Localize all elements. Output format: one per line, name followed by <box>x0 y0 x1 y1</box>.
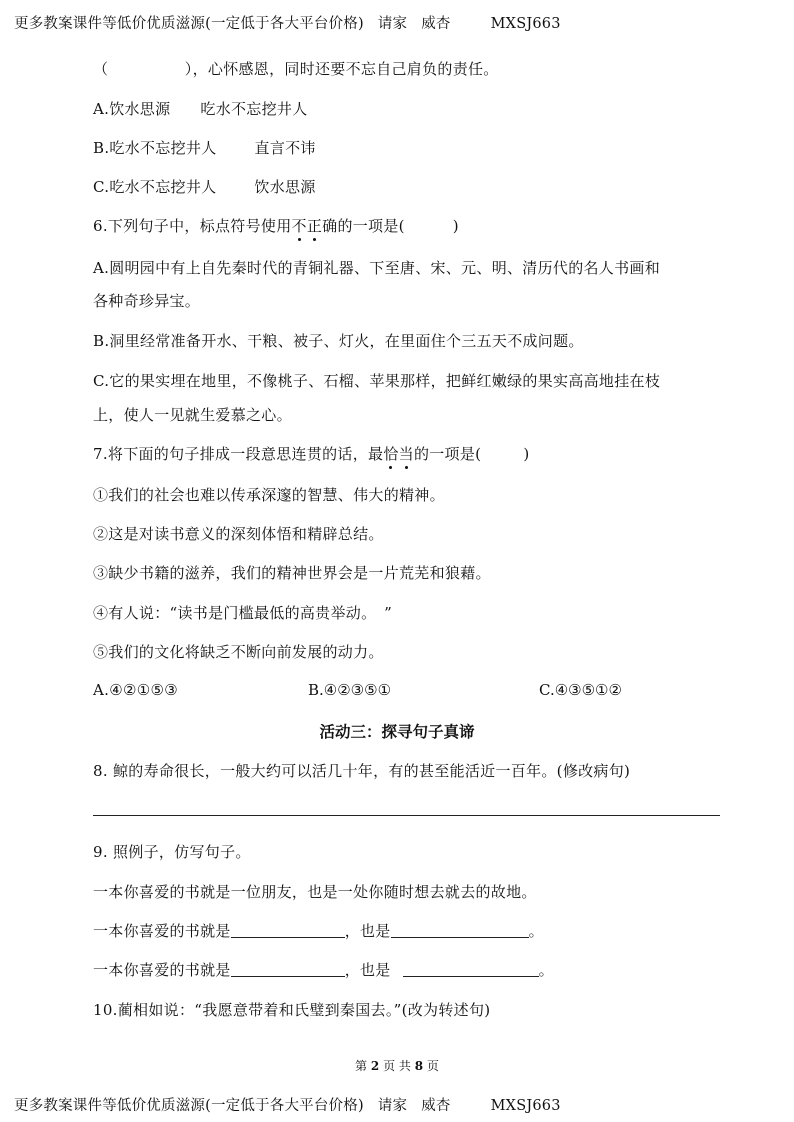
q5-option-c: C.吃水不忘挖井人 饮水思源 <box>93 178 316 196</box>
q9-example: 一本你喜爱的书就是一位朋友，也是一处你随时想去就去的故地。 <box>93 883 537 901</box>
q10-question: 10.蔺相如说：“我愿意带着和氏璧到秦国去。”(改为转述句) <box>93 1001 491 1019</box>
q9-blank-2a[interactable] <box>231 961 345 977</box>
q5-option-a: A.饮水思源 吃水不忘挖井人 <box>93 100 308 118</box>
q6-stem: 6.下列句子中，标点符号使用不正确的一项是( ) <box>93 217 459 235</box>
q6-option-c-line2: 上，使人一见就生爱慕之心。 <box>93 406 292 424</box>
q7-item-1: ①我们的社会也难以传承深邃的智慧、伟大的精神。 <box>93 486 445 504</box>
header-contact-name: 威杏 <box>421 16 451 32</box>
q6-option-b: B.洞里经常准备开水、干粮、被子、灯火，在里面住个三五天不成问题。 <box>93 332 584 350</box>
q9-blank-1b[interactable] <box>391 922 529 938</box>
page-header <box>14 12 561 33</box>
page-footer-banner <box>14 1094 561 1115</box>
q7-item-2: ②这是对读书意义的深刻体悟和精辟总结。 <box>93 525 384 543</box>
q6-option-a-line2: 各种奇珍异宝。 <box>93 292 201 310</box>
q7-item-3: ③缺少书籍的滋养，我们的精神世界会是一片荒芜和狼藉。 <box>93 564 491 582</box>
q9-blank-2b[interactable] <box>403 961 539 977</box>
footer-contact-name: 威杏 <box>421 1098 451 1114</box>
header-code: MXSJ663 <box>490 16 561 32</box>
q7-option-a: A.④②①⑤③ <box>93 681 178 699</box>
emphasis-dot-char: 恰 <box>383 445 399 463</box>
q9-answer-row-2: 一本你喜爱的书就是 ，也是 。 <box>93 961 554 979</box>
header-contact-label: 请家 <box>377 16 408 32</box>
emphasis-dot-char: 正 <box>306 217 323 235</box>
q8-question: 8. 鲸的寿命很长，一般大约可以活几十年，有的甚至能活近一百年。(修改病句) <box>93 762 631 780</box>
q5-continuation: （ ），心怀感恩，同时还要不忘自己肩负的责任。 <box>93 60 499 78</box>
q6-option-a-line1: A.圆明园中有上自先秦时代的青铜礼器、下至唐、宋、元、明、清历代的名人书画和 <box>93 259 661 277</box>
footer-code: MXSJ663 <box>490 1098 561 1114</box>
q5-option-b: B.吃水不忘挖井人 直言不讳 <box>93 139 316 157</box>
q7-item-4: ④有人说：“读书是门槛最低的高贵举动。 ” <box>93 604 393 622</box>
q9-blank-1a[interactable] <box>231 922 345 938</box>
footer-promo: 更多教案课件等低价优质滋源(一定低于各大平台价格) <box>14 1098 364 1114</box>
emphasis-dot-char: 不 <box>291 217 307 235</box>
q6-option-c-line1: C.它的果实埋在地里，不像桃子、石榴、苹果那样，把鲜红嫩绿的果实高高地挂在枝 <box>93 372 661 390</box>
footer-contact-label: 请家 <box>377 1098 408 1114</box>
section-title: 活动三：探寻句子真谛 <box>319 722 475 741</box>
emphasis-dot-char: 当 <box>398 445 414 463</box>
q7-option-b: B.④②③⑤① <box>308 681 392 699</box>
q9-stem: 9. 照例子，仿写句子。 <box>93 843 251 861</box>
header-promo: 更多教案课件等低价优质滋源(一定低于各大平台价格) <box>14 16 364 32</box>
q9-answer-row-1: 一本你喜爱的书就是 ，也是 。 <box>93 922 544 940</box>
q8-answer-line[interactable] <box>93 815 720 816</box>
page-number: 第 2 页 共 8 页 <box>355 1059 439 1073</box>
q7-stem: 7.将下面的句子排成一段意思连贯的话，最恰当的一项是( ) <box>93 445 530 463</box>
q7-option-c: C.④③⑤①② <box>539 681 622 699</box>
q7-item-5: ⑤我们的文化将缺乏不断向前发展的动力。 <box>93 643 384 661</box>
